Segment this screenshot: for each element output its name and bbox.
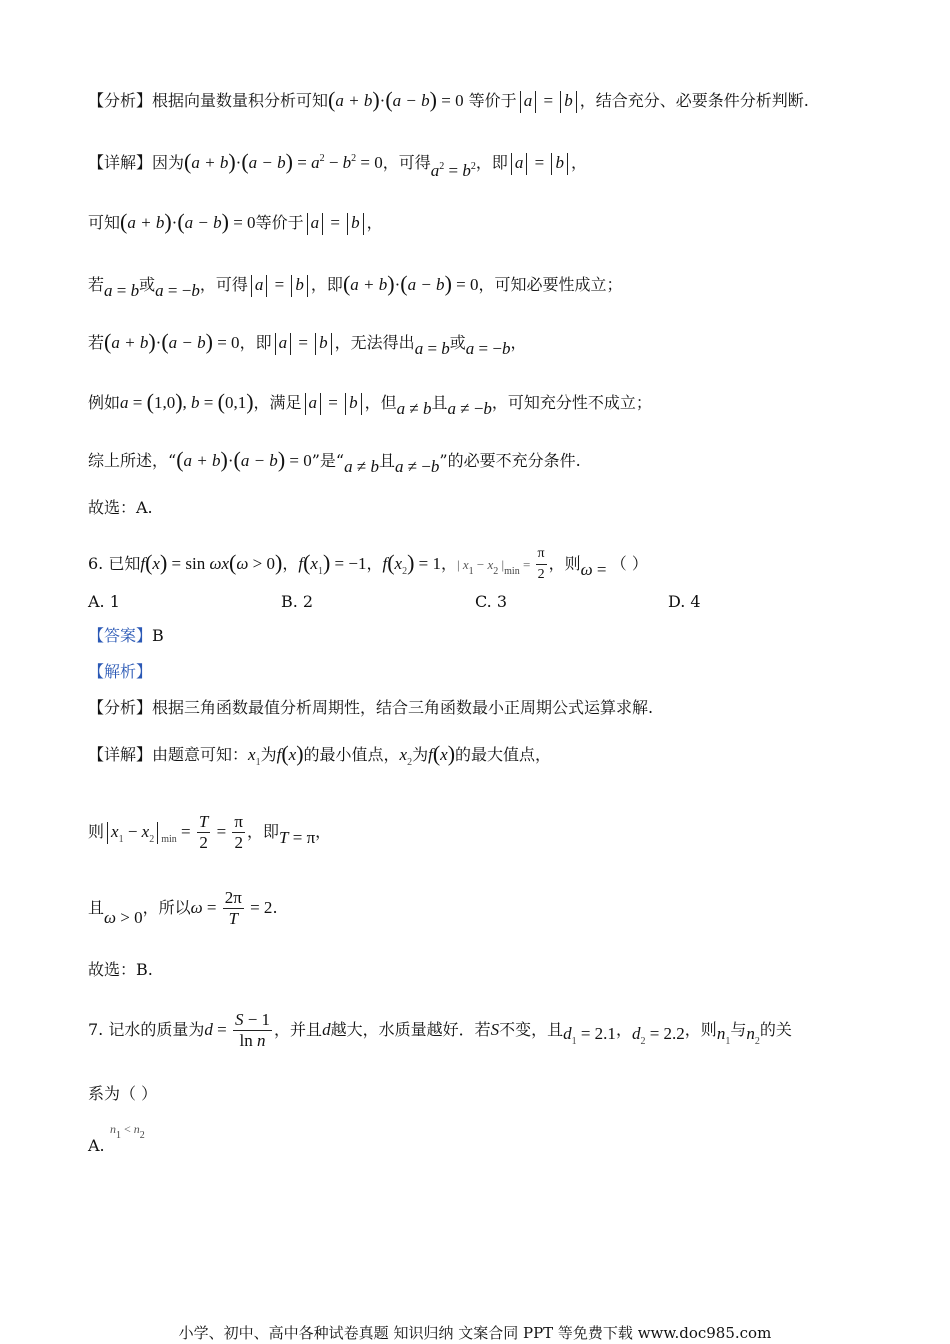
math-expr: f(x) bbox=[428, 741, 456, 766]
detail-tag: 【详解】 bbox=[88, 745, 153, 764]
math-expr: d = bbox=[204, 1020, 231, 1039]
q6-analysis-line bbox=[88, 694, 653, 722]
text: . bbox=[272, 898, 278, 917]
fraction: $\frac{T}{2}$ bbox=[198, 812, 209, 852]
p5-detail-line-1 bbox=[88, 148, 587, 180]
analysis-tag: 【分析】 bbox=[88, 698, 153, 717]
math-expr: = 2 bbox=[245, 898, 273, 917]
q6-choice-d: D. 4 bbox=[668, 592, 701, 611]
text: ，可得 bbox=[382, 153, 431, 172]
text: ，即 bbox=[475, 153, 508, 172]
math-expr: $n_2$ bbox=[746, 1024, 760, 1047]
text: 为 bbox=[260, 745, 277, 764]
jiexi-tag: 【解析】 bbox=[88, 662, 153, 681]
fraction: $\frac{\pi}{2}$ bbox=[234, 812, 244, 852]
math-expr: a ≠ −b bbox=[394, 457, 440, 476]
text: ，则 bbox=[684, 1020, 717, 1039]
q6-choice-b: B. 2 bbox=[281, 592, 314, 611]
math-expr: $x_2$ bbox=[399, 745, 413, 768]
text: 或 bbox=[449, 333, 466, 352]
text: 等价于 bbox=[468, 91, 517, 110]
math-expr: (a + b)·(a − b) = 0 bbox=[104, 329, 240, 354]
fraction: $\frac{S - 1}{\text{ln n}}$ bbox=[234, 1010, 271, 1050]
text: 若 bbox=[88, 333, 105, 352]
text: ，可知充分性不成立； bbox=[491, 393, 652, 412]
math-expr: $x_1 - x_2$ $_{min}$ = bbox=[104, 822, 195, 841]
math-expr: S bbox=[490, 1020, 500, 1039]
text: 的最小值点， bbox=[303, 745, 400, 764]
text: ，无法得出 bbox=[334, 333, 415, 352]
math-expr: (a + b)·(a − b) = 0 bbox=[328, 87, 464, 112]
text: 综上所述，“ bbox=[88, 451, 177, 470]
math-expr: ω = bbox=[580, 560, 611, 579]
math-expr: $f(x_2) = 1$ bbox=[382, 550, 441, 577]
p5-detail-line-6 bbox=[88, 446, 581, 475]
text: ，可知必要性成立； bbox=[478, 275, 623, 294]
math-expr: a = b bbox=[272, 333, 335, 352]
p5-answer-line: 故选：A. bbox=[88, 498, 153, 517]
answer-value: B bbox=[152, 626, 164, 645]
math-expr: a = b bbox=[302, 393, 365, 412]
text: 则 bbox=[88, 822, 105, 841]
p5-analysis-line bbox=[88, 86, 809, 115]
fraction: $\frac{2\pi}{T}$ bbox=[224, 888, 242, 928]
math-expr: $n_1$ bbox=[716, 1024, 731, 1047]
text: （ ） bbox=[610, 554, 648, 573]
math-expr: d bbox=[322, 1020, 331, 1039]
math-expr: a = b bbox=[517, 91, 580, 110]
q6-choice-a: A. 1 bbox=[88, 592, 120, 611]
text: 且 bbox=[431, 393, 448, 412]
text: 越大，水质量越好．若 bbox=[330, 1020, 491, 1039]
text: 由题意可知： bbox=[152, 745, 249, 764]
text: 根据向量数量积分析可知 bbox=[152, 91, 329, 110]
math-expr: T = π bbox=[279, 828, 316, 847]
text: ， bbox=[366, 554, 383, 573]
math-expr: ω > 0 bbox=[104, 908, 143, 927]
q7-stem-cont: 系为（ ） bbox=[88, 1084, 158, 1103]
answer-tag: 【答案】 bbox=[88, 626, 153, 645]
text: 例如 bbox=[88, 393, 121, 412]
math-expr: $(a + b)\cdot(a - b) = a^2 - b^2 = 0$ bbox=[184, 149, 383, 174]
math-expr: $a^2 = b^2$ bbox=[430, 161, 476, 180]
p5-detail-line-3 bbox=[88, 270, 623, 299]
math-expr: a ≠ −b bbox=[447, 399, 492, 418]
math-expr: a = −b bbox=[465, 339, 511, 358]
math-expr: a = b bbox=[508, 153, 571, 172]
math-expr: a = b bbox=[248, 275, 311, 294]
q6-detail-line-3 bbox=[88, 888, 278, 929]
math-expr: a = b bbox=[304, 213, 367, 232]
fraction: $\frac{\pi}{2}$ bbox=[537, 546, 545, 582]
p5-detail-line-5 bbox=[88, 388, 652, 417]
math-expr: f(x) = sin ωx(ω > 0) bbox=[140, 550, 283, 575]
math-expr: (a + b)·(a − b) = 0 bbox=[176, 447, 312, 472]
q6-choice-c: C. 3 bbox=[475, 592, 508, 611]
text: 可知 bbox=[88, 213, 121, 232]
text: ， bbox=[615, 1020, 632, 1039]
q6-detail-line-1 bbox=[88, 740, 551, 772]
text: 且 bbox=[378, 451, 395, 470]
q6-detail-line-2 bbox=[88, 812, 331, 855]
math-expr: a = b bbox=[104, 281, 140, 300]
text: ，但 bbox=[364, 393, 397, 412]
text: ，即 bbox=[247, 822, 280, 841]
text: ， bbox=[570, 153, 587, 172]
text: ，即 bbox=[239, 333, 272, 352]
q7-stem bbox=[88, 1010, 792, 1053]
p5-detail-line-4 bbox=[88, 328, 527, 357]
text: ， bbox=[510, 333, 527, 352]
q6-jiexi-line bbox=[88, 658, 152, 686]
math-expr: f(x) bbox=[276, 741, 304, 766]
math-expr: = bbox=[212, 822, 231, 841]
math-expr: $n_1 < n_2$ bbox=[110, 1122, 145, 1141]
q6-stem bbox=[88, 544, 648, 585]
text: ”的必要不充分条件. bbox=[439, 451, 581, 470]
math-expr: $d_2 = 2.2$ bbox=[631, 1024, 685, 1047]
text: 若 bbox=[88, 275, 105, 294]
math-expr: a = b bbox=[414, 339, 450, 358]
text: ，并且 bbox=[274, 1020, 323, 1039]
text: ， bbox=[441, 554, 458, 573]
text: ，则 bbox=[548, 554, 581, 573]
q7-choice-a-label: A. bbox=[88, 1136, 105, 1155]
math-expr: $f(x_1) = -1$ bbox=[298, 550, 367, 577]
page-footer: 小学、初中、高中各种试卷真题 知识归纳 文案合同 PPT 等免费下载 www.doc985.com bbox=[178, 1324, 772, 1342]
text: 且 bbox=[88, 898, 105, 917]
math-expr: (a + b)·(a − b) = 0 bbox=[120, 209, 256, 234]
text: 因为 bbox=[152, 153, 185, 172]
text: ，即 bbox=[310, 275, 343, 294]
text: 根据三角函数最值分析周期性，结合三角函数最小正周期公式运算求解. bbox=[152, 698, 654, 717]
math-expr: a = (1,0), b = (0,1) bbox=[120, 389, 254, 414]
math-expr: $x_1$ bbox=[248, 745, 261, 768]
math-expr: (a + b)·(a − b) = 0 bbox=[342, 271, 479, 296]
math-expr: a = −b bbox=[155, 281, 200, 300]
math-expr: ω = bbox=[190, 898, 221, 917]
text: 的最大值点， bbox=[455, 745, 552, 764]
text: ， bbox=[366, 213, 383, 232]
text: 6. 已知 bbox=[88, 554, 141, 573]
text: ，满足 bbox=[253, 393, 302, 412]
text: 与 bbox=[730, 1020, 747, 1039]
detail-tag: 【详解】 bbox=[88, 153, 153, 172]
text: ”是“ bbox=[311, 451, 345, 470]
text: 7. 记水的质量为 bbox=[88, 1020, 205, 1039]
text: ， bbox=[282, 554, 299, 573]
text: ，所以 bbox=[142, 898, 191, 917]
q6-answer-conclusion: 故选：B. bbox=[88, 960, 153, 979]
text: ，结合充分、必要条件分析判断. bbox=[579, 91, 809, 110]
analysis-tag: 【分析】 bbox=[88, 91, 153, 110]
text: 不变，且 bbox=[499, 1020, 564, 1039]
text: ，可得 bbox=[199, 275, 248, 294]
math-expr: $d_1 = 2.1$ bbox=[563, 1024, 616, 1047]
q6-answer-line bbox=[88, 622, 164, 650]
math-expr: a ≠ b bbox=[396, 399, 432, 418]
text: 或 bbox=[139, 275, 156, 294]
text: 等价于 bbox=[255, 213, 304, 232]
text: ， bbox=[315, 822, 332, 841]
text: 为 bbox=[412, 745, 429, 764]
text: 的关 bbox=[759, 1020, 792, 1039]
math-expr: a ≠ b bbox=[344, 457, 379, 476]
math-expr: | $x_1 - x_2$ $|_{min}$ = bbox=[457, 557, 534, 577]
p5-detail-line-2 bbox=[88, 208, 383, 237]
